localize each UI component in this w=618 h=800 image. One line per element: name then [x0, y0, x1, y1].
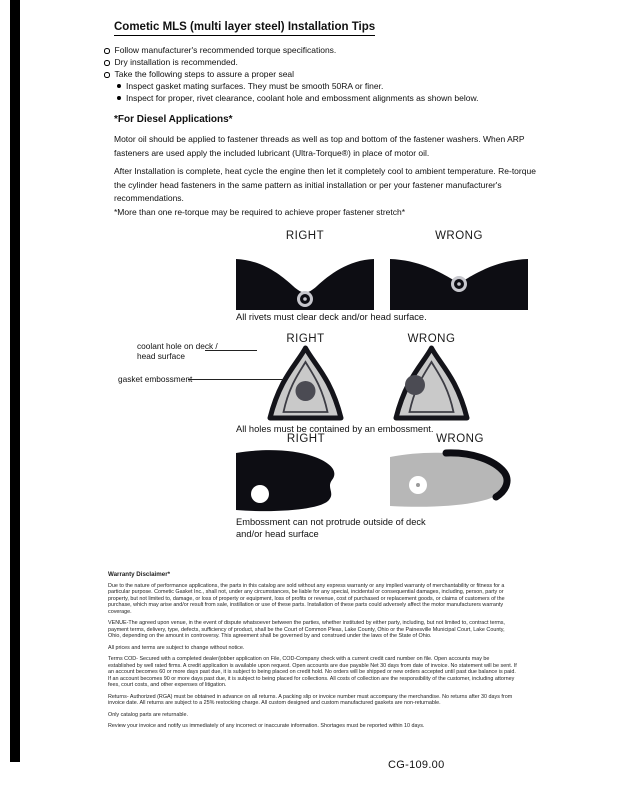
sub-tip-text: Inspect for proper, rivet clearance, coolant hole and embossment alignments as shown below. [126, 93, 479, 103]
retorque-note: *More than one re-torque may be required to achieve proper fastener stretch* [114, 207, 406, 217]
tip-item [104, 56, 549, 68]
coolant-hole-leader-line [205, 350, 257, 351]
rivet-wrong-label: WRONG [435, 230, 483, 242]
installation-tips-list [104, 44, 549, 104]
dot-bullet-icon [117, 84, 121, 88]
legal-paragraph: Review your invoice and notify us immediately of any incorrect or inaccurate information. Shortages must be reported within 10 days. [108, 723, 425, 729]
embossment-caption: Embossment can not protrude outside of deck and/or head surface [236, 517, 426, 539]
gasket-embossment-leader-line [188, 379, 284, 380]
tip-text: Take the following steps to assure a proper seal [114, 69, 295, 79]
tip-item [104, 68, 549, 80]
tip-text: Dry installation is recommended. [114, 57, 238, 67]
rivet-wrong-diagram [390, 246, 528, 310]
coolant-hole-annotation: coolant hole on deck / head surface [137, 341, 218, 361]
warranty-disclaimer-section [108, 572, 517, 735]
rivets-caption: All rivets must clear deck and/or head surface. [236, 312, 427, 322]
legal-paragraph: VENUE-The agreed upon venue, in the event of dispute whatsoever between the parties, whether instituted by either party, including, but not limited to, contract terms, payment terms, delivery, type, defects, sufficiency of product, shall be the Court of Common Pleas, Lake County, Ohio or the Painesville Municipal Court, Lake County, Ohio, depending on the amount in controversy. This agreement shall be governed by and construed under the laws of the State of Ohio. [108, 620, 505, 639]
holes-wrong-diagram [384, 344, 479, 422]
sub-tip-item [117, 80, 549, 92]
open-bullet-icon [104, 72, 110, 78]
legal-paragraph: All prices and terms are subject to change without notice. [108, 644, 245, 651]
holes-caption: All holes must be contained by an embossment. [236, 424, 434, 434]
diesel-applications-heading: *For Diesel Applications* [114, 114, 233, 125]
tip-item [104, 44, 549, 56]
embossment-wrong-diagram [390, 447, 530, 515]
dot-bullet-icon [117, 96, 121, 100]
gasket-embossment-annotation: gasket embossment [118, 374, 193, 384]
holes-right-diagram [258, 344, 353, 422]
legal-paragraph: Due to the nature of performance applications, the parts in this catalog are sold without any express warranty or any implied warranty of merchantability or fitness for a particular purpose. Cometic Gasket Inc., shall not, under any circumstances, be liable for any special, incidental or consequential damages, including, person, party or property, but not limited to, damage, or loss of property or equipment, loss of profits or revenue, cost of purchased or replacement goods, or claims of customers of the purchase, which may arise and/or result from sale, instillation or use of these parts. Installation of these parts could adversely affect the motor manufacturers warranty coverage. [108, 582, 505, 615]
warranty-disclaimer-heading: Warranty Disclaimer* [108, 571, 171, 578]
open-bullet-icon [104, 48, 110, 54]
embossment-wrong-label: WRONG [436, 433, 484, 445]
embossment-right-diagram [236, 447, 376, 515]
holes-wrong-label: WRONG [407, 333, 456, 345]
diesel-paragraph-1: Motor oil should be applied to fastener threads as well as top and bottom of the fastener washers. When ARP fasteners are used apply the included lubricant (Ultra-Torque®) in place of motor oil. [114, 134, 525, 158]
legal-paragraph: Terms COD- Secured with a completed dealer/jobber application on File, COD-Company check with a current credit card number on file. Open accounts may be established by well rated firms. A credit application is available upon request. Open accounts are due payable Net 30 days from date of invoice. No statement will be sent. If an account becomes 60 or more days past due, it is subject to being placed on credit hold. No orders will be shipped or new orders accepted until past due balance is paid. If an account becomes 90 or more days past due, it is subject to being placed for collections. All costs of collection are the responsibility of the customer, including attorney fees, court costs, and other expenses of litigation. [108, 656, 517, 688]
legal-paragraph: Only catalog parts are returnable. [108, 711, 189, 718]
page-title: Cometic MLS (multi layer steel) Installation Tips [114, 21, 375, 36]
open-bullet-icon [104, 60, 110, 66]
embossment-right-label: RIGHT [286, 433, 326, 445]
legal-paragraph: Returns- Authorized (RGA) must be obtained in advance on all returns. A packing slip or invoice number must accompany the merchandise. No returns after 30 days from invoice date. All returns are subject to a 25% restocking charge. All custom designed and custom manufactured gaskets are non-returnable. [108, 693, 513, 706]
diesel-paragraph-2: After Installation is complete, heat cycle the engine then let it completely cool to ambient temperature. Re-torque the cylinder head fasteners in the same pattern as initial installation or per your fastener manufacturer's recommendations. [114, 166, 536, 203]
rivet-right-diagram [236, 246, 374, 310]
page-binding-bar [10, 0, 20, 762]
holes-right-label: RIGHT [286, 333, 325, 345]
sub-tip-text: Inspect gasket mating surfaces. They must be smooth 50RA or finer. [126, 81, 384, 91]
page-code: CG-109.00 [388, 759, 445, 771]
sub-tip-item [117, 92, 549, 104]
rivet-right-label: RIGHT [285, 230, 325, 242]
tip-text: Follow manufacturer's recommended torque specifications. [114, 45, 337, 55]
